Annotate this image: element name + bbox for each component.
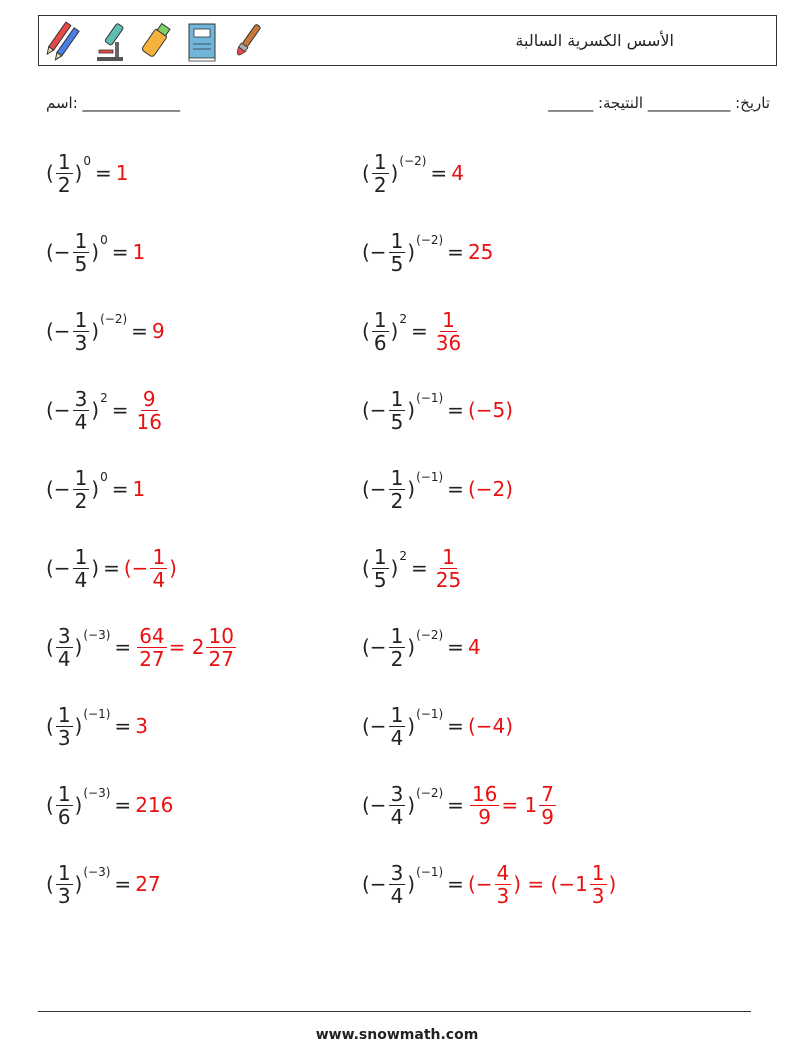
- close-paren: ): [91, 477, 100, 501]
- answer: [116, 161, 129, 185]
- open-paren: (−: [362, 398, 387, 422]
- base-fraction: [56, 704, 73, 749]
- answer: [135, 625, 238, 670]
- denominator: 2: [57, 172, 71, 197]
- footer-divider: [38, 1011, 751, 1012]
- equals-sign: =: [114, 714, 132, 738]
- denominator: 2: [74, 488, 88, 513]
- denominator: 3: [496, 883, 510, 908]
- equals-sign: =: [447, 398, 464, 422]
- open-paren: (−: [362, 477, 387, 501]
- numerator: 1: [373, 544, 387, 569]
- numerator: 1: [591, 860, 605, 885]
- numerator: 1: [390, 228, 404, 253]
- answer-text: 4: [467, 635, 481, 659]
- open-paren: (−: [362, 872, 387, 896]
- exponent: 2: [100, 391, 108, 405]
- equals-sign: =: [111, 477, 129, 501]
- denominator: 4: [57, 646, 71, 671]
- worksheet-header: [38, 15, 777, 66]
- open-paren: (−: [362, 635, 387, 659]
- close-paren: ): [390, 161, 399, 185]
- denominator: 4: [390, 725, 404, 750]
- denominator: 2: [373, 172, 387, 197]
- exponent: (−2): [416, 233, 444, 247]
- problem-item: [46, 222, 145, 282]
- numerator: 1: [390, 465, 404, 490]
- exponent: 0: [83, 154, 91, 168]
- base-fraction: [389, 625, 406, 670]
- close-paren: ): [74, 714, 83, 738]
- answer-text: 1: [115, 161, 129, 185]
- numerator: 1: [390, 702, 404, 727]
- answer: [468, 714, 513, 738]
- problem-item: [46, 459, 145, 519]
- answer-fraction: [137, 625, 166, 670]
- equals-sign: =: [114, 635, 132, 659]
- base-fraction: [389, 230, 406, 275]
- denominator: 4: [390, 804, 404, 829]
- exponent: (−1): [416, 865, 444, 879]
- footer-url: www.snowmath.com: [315, 1027, 479, 1043]
- denominator: 5: [390, 409, 404, 434]
- open-paren: (: [46, 161, 54, 185]
- problem-item: [362, 538, 465, 598]
- problem-item: [362, 617, 481, 677]
- answer: [468, 398, 513, 422]
- denominator: 4: [74, 567, 88, 592]
- numerator: 1: [442, 544, 455, 569]
- denominator: 27: [139, 646, 165, 671]
- denominator: 6: [373, 330, 387, 355]
- numerator: 1: [442, 307, 455, 332]
- equals-sign: =: [411, 556, 428, 580]
- base-fraction: [389, 704, 406, 749]
- open-paren: (: [362, 319, 370, 343]
- base-fraction: [73, 388, 90, 433]
- close-paren: ): [407, 477, 416, 501]
- microscope-icon: [89, 20, 129, 64]
- exponent: (−2): [416, 786, 444, 800]
- answer-fraction: [590, 862, 607, 907]
- close-paren: ): [74, 793, 83, 817]
- answer: [152, 319, 165, 343]
- numerator: 1: [373, 307, 387, 332]
- denominator: 4: [390, 883, 404, 908]
- exponent: (−3): [83, 628, 111, 642]
- answer: [135, 714, 148, 738]
- open-paren: (−: [46, 319, 71, 343]
- answer-fraction: [434, 546, 463, 591]
- close-paren: ): [91, 240, 100, 264]
- exponent: (−2): [399, 154, 427, 168]
- denominator: 5: [373, 567, 387, 592]
- base-fraction: [56, 151, 73, 196]
- base-fraction: [73, 546, 90, 591]
- exponent: (−3): [83, 786, 111, 800]
- numerator: 1: [390, 623, 404, 648]
- denominator: 5: [74, 251, 88, 276]
- equals-sign: =: [111, 398, 129, 422]
- numerator: 64: [139, 623, 165, 648]
- answer-text: ): [169, 556, 177, 580]
- denominator: 6: [57, 804, 71, 829]
- exponent: (−1): [416, 470, 444, 484]
- problem-item: [46, 538, 177, 598]
- equals-sign: =: [447, 714, 464, 738]
- denominator: 3: [57, 725, 71, 750]
- open-paren: (: [46, 793, 54, 817]
- denominator: 3: [74, 330, 88, 355]
- problem-item: [46, 301, 165, 361]
- answer-text: (−5): [467, 398, 514, 422]
- problem-item: [362, 854, 616, 914]
- exponent: (−1): [416, 391, 444, 405]
- equals-sign: =: [447, 477, 464, 501]
- denominator: 4: [74, 409, 88, 434]
- equals-sign: =: [430, 161, 448, 185]
- name-field: اسم: _____________: [46, 94, 181, 112]
- open-paren: (−: [46, 398, 71, 422]
- numerator: 1: [390, 386, 404, 411]
- numerator: 1: [74, 228, 88, 253]
- answer-fraction: [539, 783, 556, 828]
- base-fraction: [56, 783, 73, 828]
- base-fraction: [389, 862, 406, 907]
- problem-item: [362, 459, 513, 519]
- answer: [432, 546, 465, 591]
- open-paren: (: [362, 161, 370, 185]
- answer: [432, 309, 465, 354]
- numerator: 3: [390, 860, 404, 885]
- equals-sign: =: [114, 793, 132, 817]
- denominator: 16: [136, 409, 162, 434]
- open-paren: (−: [46, 477, 71, 501]
- paintbrush-icon: [227, 20, 267, 64]
- numerator: 1: [74, 465, 88, 490]
- answer-text: 9: [151, 319, 165, 343]
- base-fraction: [389, 783, 406, 828]
- close-paren: ): [91, 398, 100, 422]
- answer-text: 1: [132, 477, 146, 501]
- numerator: 1: [57, 860, 71, 885]
- numerator: 7: [541, 781, 554, 806]
- equals-sign: =: [447, 872, 464, 896]
- problem-item: [46, 775, 173, 835]
- answer: [468, 240, 493, 264]
- problem-item: [362, 696, 513, 756]
- close-paren: ): [407, 398, 416, 422]
- open-paren: (−: [362, 714, 387, 738]
- problem-item: [362, 222, 493, 282]
- exponent: (−3): [83, 865, 111, 879]
- equals-sign: =: [111, 240, 129, 264]
- denominator: 4: [152, 567, 166, 592]
- header-icons: [43, 20, 267, 64]
- answer-text: 25: [467, 240, 494, 264]
- close-paren: ): [407, 240, 416, 264]
- base-fraction: [73, 309, 90, 354]
- answer-text: (−4): [467, 714, 514, 738]
- problem-item: [46, 617, 238, 677]
- problem-item: [46, 143, 129, 203]
- close-paren: ): [407, 635, 416, 659]
- close-paren: ): [407, 872, 416, 896]
- exponent: 0: [100, 470, 108, 484]
- answer-text: = 2: [168, 635, 205, 659]
- open-paren: (: [362, 556, 370, 580]
- answer: [468, 783, 558, 828]
- close-paren: ): [407, 793, 416, 817]
- answer-fraction: [495, 862, 512, 907]
- base-fraction: [73, 230, 90, 275]
- base-fraction: [56, 862, 73, 907]
- close-paren: ): [74, 161, 83, 185]
- answer: [135, 793, 173, 817]
- answer-fraction: [150, 546, 167, 591]
- open-paren: (−: [46, 240, 71, 264]
- denominator: 2: [390, 646, 404, 671]
- exponent: 2: [399, 312, 407, 326]
- open-paren: (−: [362, 240, 387, 264]
- answer: [124, 546, 177, 591]
- equals-sign: =: [114, 872, 132, 896]
- numerator: 1: [74, 307, 88, 332]
- answer: [133, 477, 146, 501]
- exponent: 2: [399, 549, 407, 563]
- close-paren: ): [91, 556, 100, 580]
- equals-sign: =: [103, 556, 120, 580]
- answer: [451, 161, 464, 185]
- base-fraction: [389, 388, 406, 433]
- open-paren: (: [46, 635, 54, 659]
- numerator: 1: [152, 544, 166, 569]
- answer-text: = 1: [501, 793, 538, 817]
- answer-fraction: [470, 783, 499, 828]
- equals-sign: =: [447, 793, 464, 817]
- answer-text: 27: [135, 872, 161, 896]
- denominator: 2: [390, 488, 404, 513]
- exponent: (−1): [416, 707, 444, 721]
- problem-item: [362, 143, 464, 203]
- equals-sign: =: [411, 319, 428, 343]
- base-fraction: [372, 151, 389, 196]
- numerator: 4: [496, 860, 510, 885]
- problem-item: [362, 775, 558, 835]
- close-paren: ): [407, 714, 416, 738]
- answer-fraction: [135, 388, 164, 433]
- answer: [468, 862, 616, 907]
- denominator: 36: [435, 330, 462, 355]
- close-paren: ): [91, 319, 100, 343]
- answer-text: (−: [123, 556, 149, 580]
- close-paren: ): [390, 556, 399, 580]
- base-fraction: [389, 467, 406, 512]
- numerator: 1: [57, 702, 71, 727]
- numerator: 3: [57, 623, 71, 648]
- page-title: الأسس الكسرية السالبة: [515, 31, 674, 50]
- pencils-icon: [43, 20, 83, 64]
- base-fraction: [73, 467, 90, 512]
- answer: [468, 635, 481, 659]
- date-score-field: ______ :تاريخ: ___________ النتيجة: [548, 94, 770, 112]
- close-paren: ): [390, 319, 399, 343]
- problem-item: [362, 380, 513, 440]
- numerator: 1: [57, 781, 71, 806]
- exponent: (−2): [100, 312, 128, 326]
- answer: [133, 240, 146, 264]
- answer-text: 3: [135, 714, 148, 738]
- problem-item: [46, 696, 148, 756]
- denominator: 25: [435, 567, 462, 592]
- numerator: 1: [74, 544, 88, 569]
- problem-item: [362, 301, 465, 361]
- answer-text: 216: [135, 793, 174, 817]
- open-paren: (: [46, 872, 54, 896]
- denominator: 9: [478, 804, 492, 829]
- denominator: 9: [541, 804, 554, 829]
- exponent: (−2): [416, 628, 444, 642]
- close-paren: ): [74, 872, 83, 896]
- denominator: 3: [57, 883, 71, 908]
- answer-fraction: [434, 309, 463, 354]
- base-fraction: [372, 546, 389, 591]
- base-fraction: [56, 625, 73, 670]
- denominator: 3: [591, 883, 605, 908]
- problem-item: [46, 854, 161, 914]
- open-paren: (: [46, 714, 54, 738]
- denominator: 27: [208, 646, 234, 671]
- answer: [468, 477, 513, 501]
- equals-sign: =: [95, 161, 112, 185]
- answer-text: (−: [467, 872, 493, 896]
- equals-sign: =: [447, 635, 464, 659]
- numerator: 3: [390, 781, 404, 806]
- answer-fraction: [206, 625, 235, 670]
- open-paren: (−: [362, 793, 387, 817]
- numerator: 10: [208, 623, 234, 648]
- highlighter-icon: [135, 20, 175, 64]
- exponent: 0: [100, 233, 108, 247]
- exponent: (−1): [83, 707, 111, 721]
- denominator: 5: [390, 251, 404, 276]
- answer-text: 4: [451, 161, 464, 185]
- base-fraction: [372, 309, 389, 354]
- close-paren: ): [74, 635, 83, 659]
- numerator: 1: [57, 149, 71, 174]
- numerator: 9: [142, 386, 156, 411]
- open-paren: (−: [46, 556, 71, 580]
- answer-text: (−2): [467, 477, 514, 501]
- answer-text: ) = (−1: [513, 872, 588, 896]
- numerator: 3: [74, 386, 88, 411]
- numerator: 1: [373, 149, 387, 174]
- answer-text: 1: [132, 240, 146, 264]
- answer: [135, 872, 160, 896]
- answer-text: ): [608, 872, 617, 896]
- book-icon: [181, 20, 221, 64]
- equals-sign: =: [447, 240, 464, 264]
- problem-item: [46, 380, 166, 440]
- numerator: 16: [471, 781, 498, 806]
- answer: [133, 388, 166, 433]
- equals-sign: =: [131, 319, 148, 343]
